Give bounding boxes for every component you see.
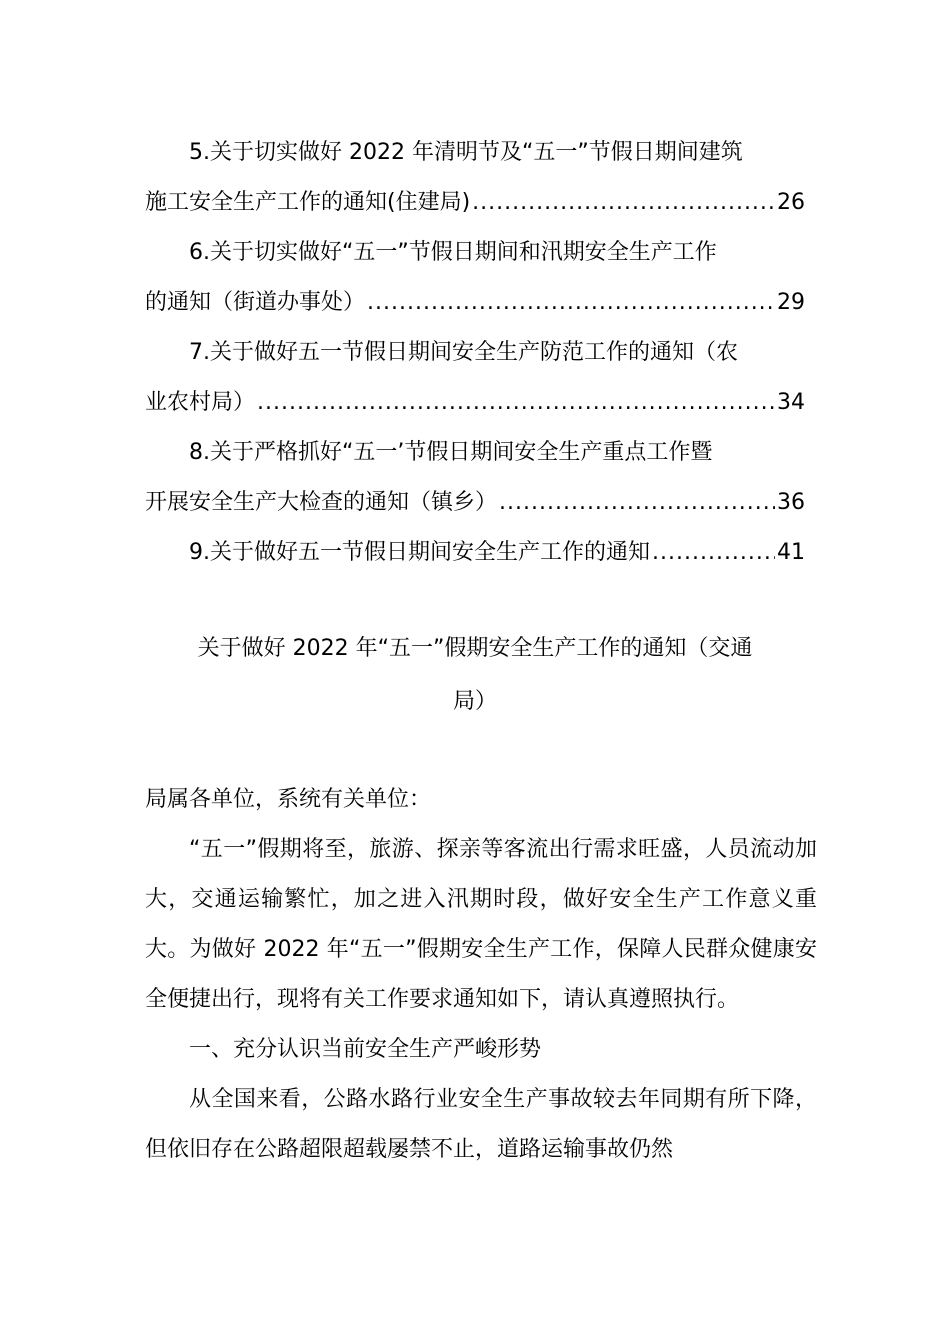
toc-leader-dots — [499, 478, 775, 528]
toc-page-number: 41 — [777, 540, 805, 565]
toc-entry[interactable] — [145, 528, 805, 578]
toc-entry[interactable] — [145, 228, 805, 328]
toc-entry[interactable] — [145, 428, 805, 528]
toc-entry-title-cont: 施工安全生产工作的通知(住建局) — [145, 190, 471, 215]
document-title — [145, 622, 805, 728]
toc-entry-title: 7.关于做好五一节假日期间安全生产防范工作的通知（农 — [189, 340, 738, 365]
document-title-line: 局） — [452, 689, 497, 714]
document-title-line: 关于做好 2022 年“五一”假期安全生产工作的通知（交通 — [197, 636, 753, 661]
toc-entry-title-cont: 业农村局） — [145, 390, 256, 415]
body-paragraph: “五一”假期将至，旅游、探亲等客流出行需求旺盛，人员流动加大，交通运输繁忙，加之进入汛期时段，做好安全生产工作意义重大。为做好 2022 年“五一”假期安全生产工作，保障人民群众健康安全便捷出行，现将有关工作要求通知如下，请认真遵照执行。 — [145, 837, 817, 1012]
body-paragraph: 从全国来看，公路水路行业安全生产事故较去年同期有所下降，但依旧存在公路超限超载屡禁不止，道路运输事故仍然 — [145, 1087, 817, 1162]
document-body — [145, 775, 817, 1175]
toc-leader-dots — [257, 378, 775, 428]
toc-entry-title: 6.关于切实做好“五一”节假日期间和汛期安全生产工作 — [189, 240, 717, 265]
toc-leader-dots — [367, 278, 775, 328]
toc-page-number: 34 — [777, 390, 805, 415]
toc-page-number: 36 — [777, 490, 805, 515]
table-of-contents — [145, 128, 805, 578]
toc-leader-dots — [652, 528, 775, 578]
toc-leader-dots — [472, 178, 775, 228]
toc-entry-title-cont: 开展安全生产大检查的通知（镇乡） — [145, 490, 498, 515]
toc-page-number: 29 — [777, 290, 805, 315]
salutation: 局属各单位，系统有关单位： — [145, 787, 432, 812]
toc-entry[interactable] — [145, 328, 805, 428]
toc-entry-title-cont: 的通知（街道办事处） — [145, 290, 366, 315]
section-heading: 一、充分认识当前安全生产严峻形势 — [189, 1037, 542, 1062]
toc-page-number: 26 — [777, 190, 805, 215]
toc-entry[interactable] — [145, 128, 805, 228]
toc-entry-title: 8.关于严格抓好“五一’节假日期间安全生产重点工作暨 — [189, 440, 713, 465]
toc-entry-title: 5.关于切实做好 2022 年清明节及“五一”节假日期间建筑 — [189, 140, 743, 165]
toc-entry-title: 9.关于做好五一节假日期间安全生产工作的通知 — [189, 540, 650, 565]
